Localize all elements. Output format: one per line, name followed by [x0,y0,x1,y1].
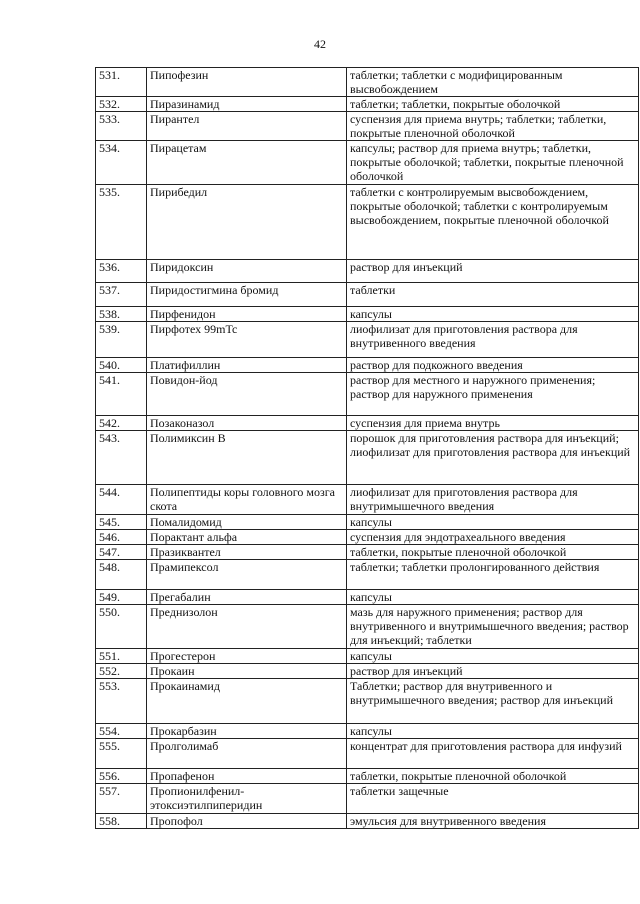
table-row [96,605,639,649]
row-number: 557. [96,784,147,814]
drug-name: Пипофезин [147,68,347,97]
table-row [96,515,639,530]
row-number: 539. [96,322,147,358]
dosage-form: Таблетки; раствор для внутривенного и внутримышечного введения; раствор для инъекций [347,679,639,724]
row-number: 554. [96,724,147,739]
row-number: 542. [96,416,147,431]
table-row [96,485,639,515]
dosage-form: капсулы [347,649,639,664]
dosage-form: раствор для местного и наружного применения; раствор для наружного применения [347,373,639,416]
drug-name: Полипептиды коры головного мозга скота [147,485,347,515]
drug-name: Прокаин [147,664,347,679]
drug-name: Празиквантел [147,545,347,560]
drug-name: Повидон-йод [147,373,347,416]
table-row [96,769,639,784]
table-row [96,590,639,605]
table-row [96,373,639,416]
table-row [96,679,639,724]
dosage-form: эмульсия для внутривенного введения [347,814,639,829]
row-number: 551. [96,649,147,664]
dosage-form: лиофилизат для приготовления раствора для внутримышечного введения [347,485,639,515]
table-row [96,307,639,322]
table-row [96,431,639,485]
dosage-form: капсулы [347,590,639,605]
dosage-form: таблетки [347,283,639,307]
table-row [96,358,639,373]
dosage-form: таблетки защечные [347,784,639,814]
drug-table [95,67,639,829]
table-row [96,814,639,829]
drug-name: Прамипексол [147,560,347,590]
row-number: 558. [96,814,147,829]
dosage-form: раствор для подкожного введения [347,358,639,373]
dosage-form: лиофилизат для приготовления раствора для внутривенного введения [347,322,639,358]
row-number: 536. [96,260,147,283]
drug-name: Пропафенон [147,769,347,784]
drug-name: Пирфотех 99mTc [147,322,347,358]
table-row [96,112,639,141]
table-row [96,283,639,307]
drug-name: Платифиллин [147,358,347,373]
dosage-form: таблетки; таблетки пролонгированного действия [347,560,639,590]
table-row [96,260,639,283]
table-row [96,416,639,431]
dosage-form: таблетки, покрытые пленочной оболочкой [347,769,639,784]
row-number: 545. [96,515,147,530]
dosage-form: раствор для инъекций [347,664,639,679]
dosage-form: капсулы [347,307,639,322]
row-number: 550. [96,605,147,649]
page-number: 42 [314,37,326,51]
row-number: 553. [96,679,147,724]
row-number: 556. [96,769,147,784]
drug-name: Пропофол [147,814,347,829]
drug-name: Порактант альфа [147,530,347,545]
table-row [96,530,639,545]
dosage-form: капсулы [347,515,639,530]
table-row [96,664,639,679]
table-row [96,724,639,739]
drug-name: Прегабалин [147,590,347,605]
dosage-form: таблетки, покрытые пленочной оболочкой [347,545,639,560]
drug-name: Пирантел [147,112,347,141]
table-row [96,784,639,814]
row-number: 555. [96,739,147,769]
dosage-form: капсулы [347,724,639,739]
drug-name: Полимиксин В [147,431,347,485]
drug-name: Пиразинамид [147,97,347,112]
drug-name: Пирфенидон [147,307,347,322]
table-row [96,141,639,185]
row-number: 543. [96,431,147,485]
drug-name: Пирибедил [147,185,347,260]
drug-name: Прокаинамид [147,679,347,724]
table-row [96,545,639,560]
table-row [96,68,639,97]
dosage-form: таблетки; таблетки с модифицированным высвобождением [347,68,639,97]
dosage-form: суспензия для приема внутрь [347,416,639,431]
row-number: 548. [96,560,147,590]
row-number: 535. [96,185,147,260]
row-number: 533. [96,112,147,141]
row-number: 552. [96,664,147,679]
drug-name: Позаконазол [147,416,347,431]
row-number: 549. [96,590,147,605]
row-number: 532. [96,97,147,112]
dosage-form: раствор для инъекций [347,260,639,283]
table-row [96,185,639,260]
dosage-form: порошок для приготовления раствора для инъекций; лиофилизат для приготовления раствора для инъекций [347,431,639,485]
dosage-form: суспензия для приема внутрь; таблетки; таблетки, покрытые пленочной оболочкой [347,112,639,141]
dosage-form: таблетки с контролируемым высвобождением, покрытые оболочкой; таблетки с контролируемым высвобождением, покрытые пленочной оболочкой [347,185,639,260]
row-number: 540. [96,358,147,373]
row-number: 534. [96,141,147,185]
dosage-form: мазь для наружного применения; раствор для внутривенного и внутримышечного введения; раствор для инъекций; таблетки [347,605,639,649]
drug-name: Пирацетам [147,141,347,185]
row-number: 547. [96,545,147,560]
row-number: 541. [96,373,147,416]
drug-name: Пролголимаб [147,739,347,769]
drug-name: Прогестерон [147,649,347,664]
row-number: 546. [96,530,147,545]
dosage-form: таблетки; таблетки, покрытые оболочкой [347,97,639,112]
table-body [96,68,639,829]
table-row [96,97,639,112]
row-number: 537. [96,283,147,307]
drug-name: Помалидомид [147,515,347,530]
table-row [96,739,639,769]
dosage-form: капсулы; раствор для приема внутрь; таблетки, покрытые оболочкой; таблетки, покрытые пленочной оболочкой [347,141,639,185]
table-row [96,322,639,358]
drug-name: Пиридостигмина бромид [147,283,347,307]
dosage-form: суспензия для эндотрахеального введения [347,530,639,545]
row-number: 544. [96,485,147,515]
drug-name: Прокарбазин [147,724,347,739]
table-row [96,560,639,590]
dosage-form: концентрат для приготовления раствора для инфузий [347,739,639,769]
drug-name: Пропионилфенил-этоксиэтилпиперидин [147,784,347,814]
table-row [96,649,639,664]
row-number: 538. [96,307,147,322]
drug-name: Преднизолон [147,605,347,649]
drug-name: Пиридоксин [147,260,347,283]
row-number: 531. [96,68,147,97]
